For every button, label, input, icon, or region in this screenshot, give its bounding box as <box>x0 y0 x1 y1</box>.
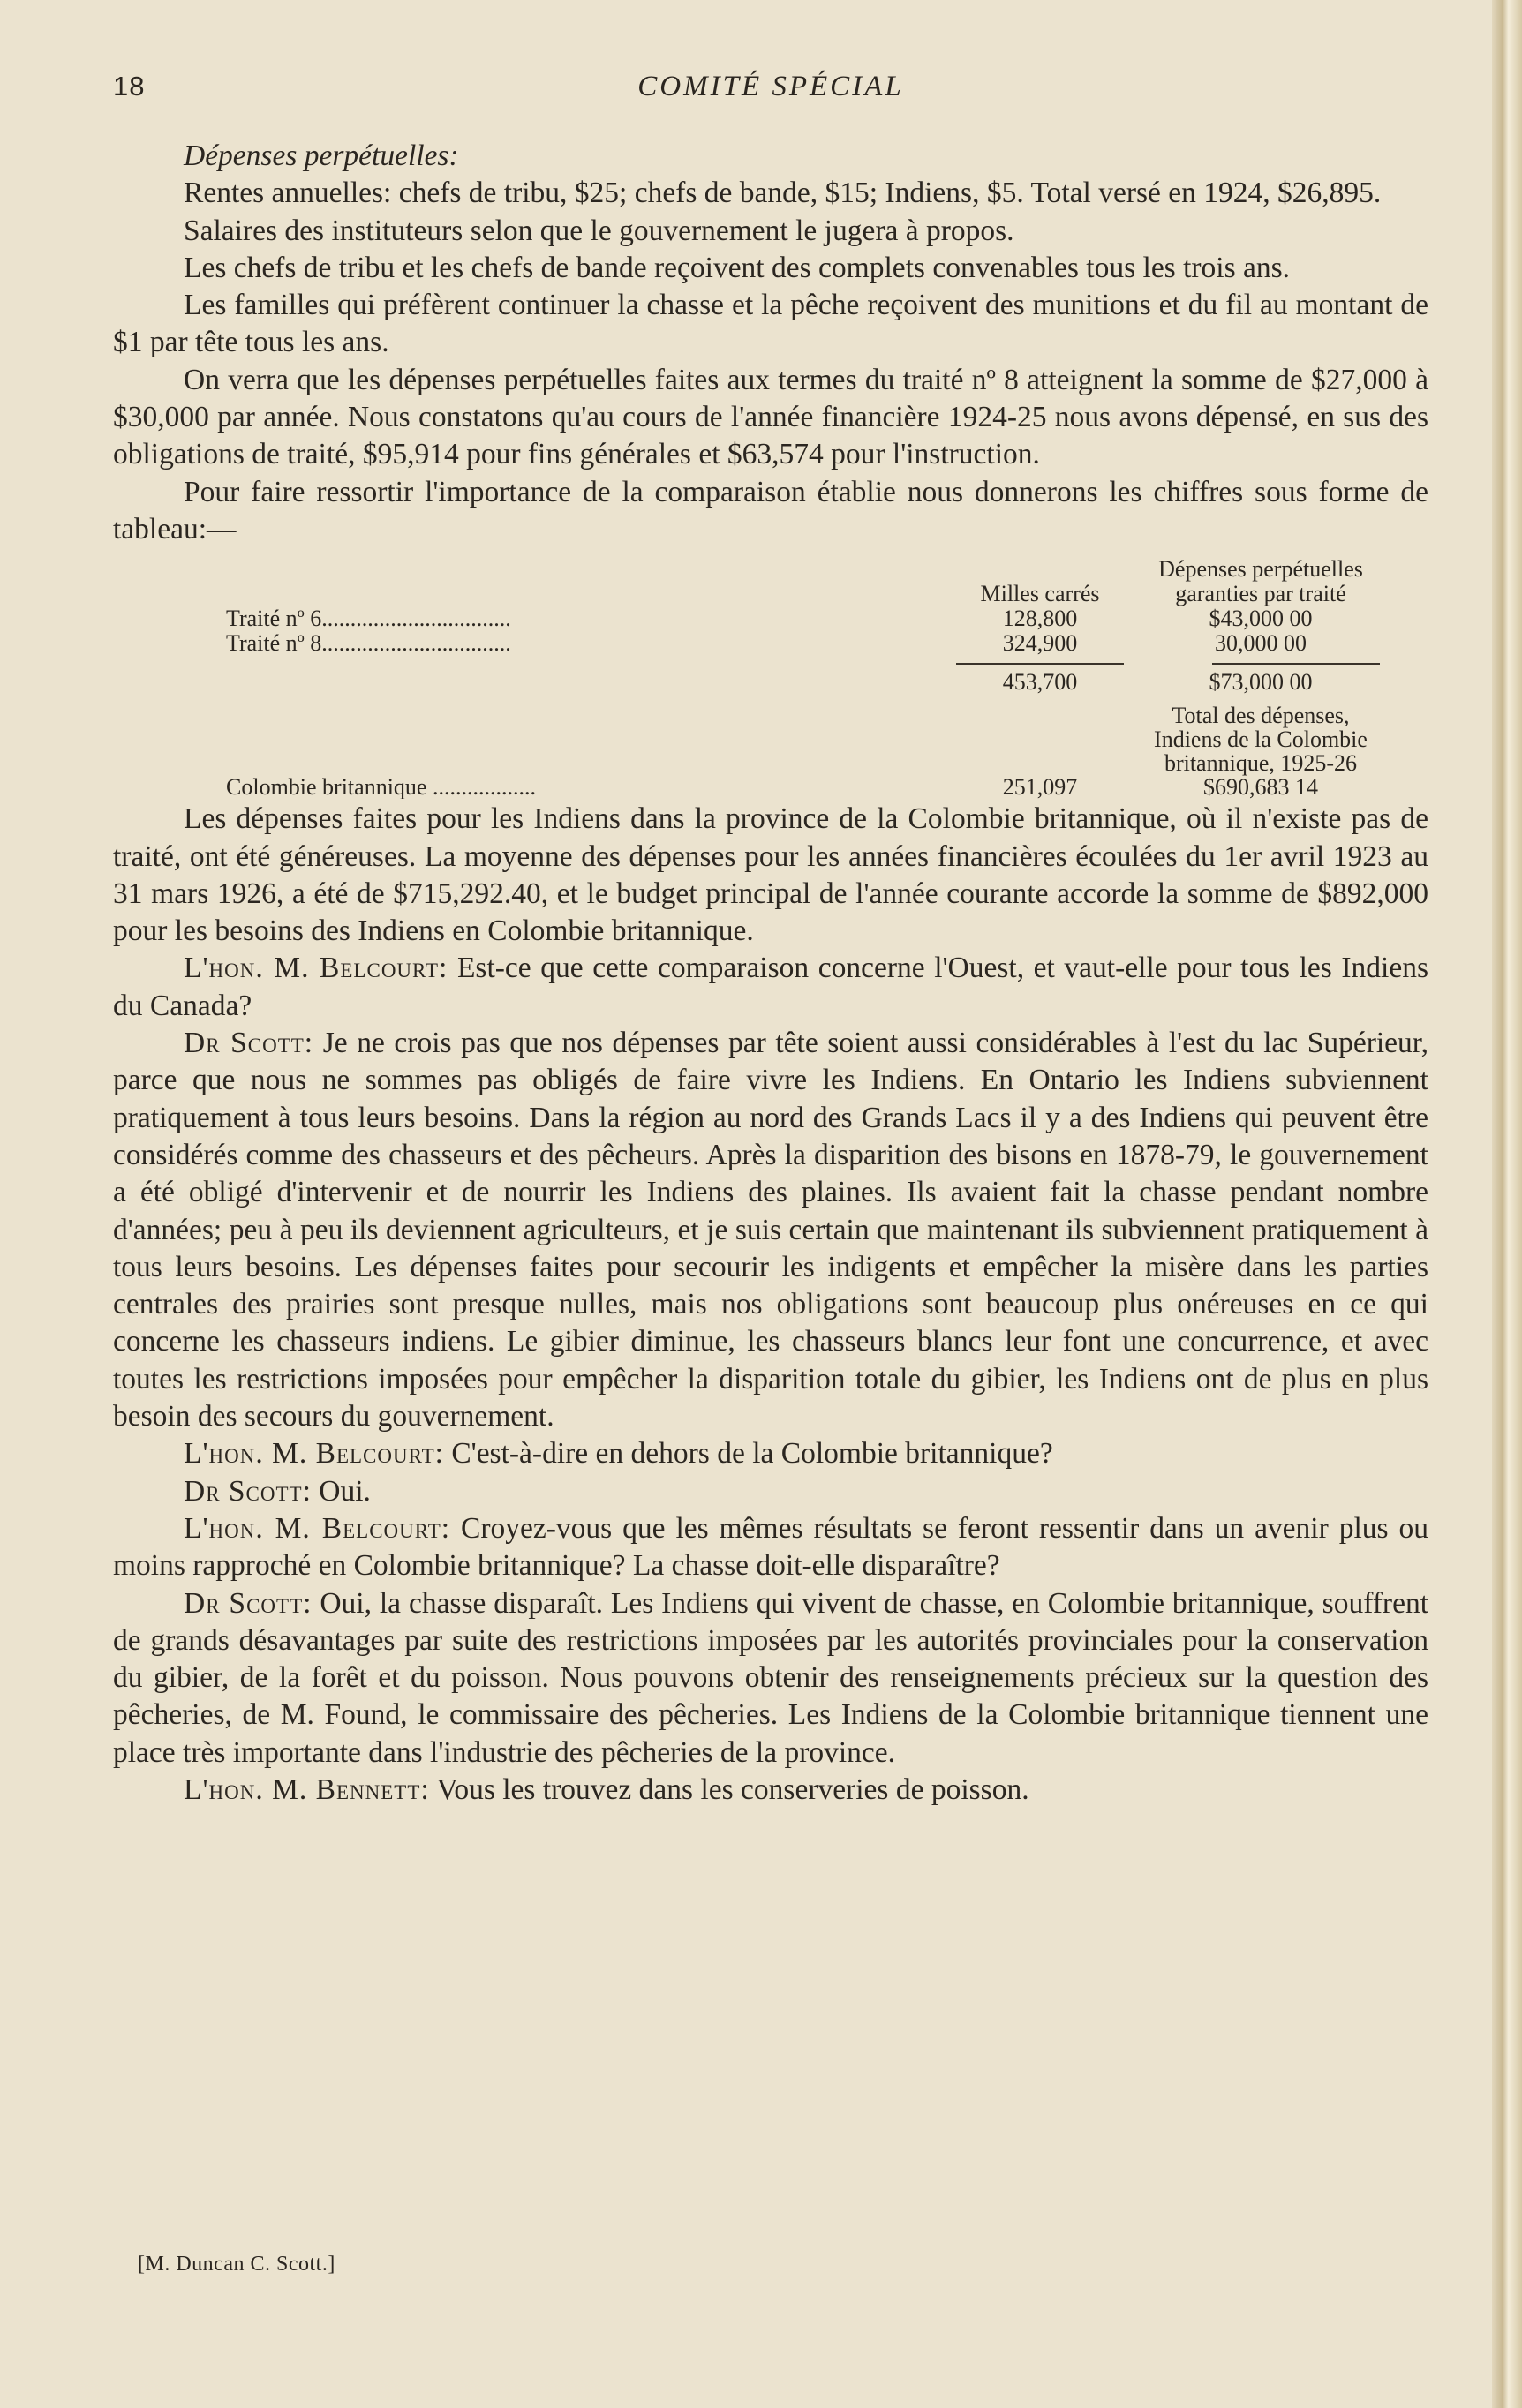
dialogue-scott-1: Dr Scott: Je ne crois pas que nos dépenses par tête soient aussi considérables à l'est du lac Supérieur, parce que nous ne sommes pas obligés de faire vivre les Indiens. En Ontario les Indiens subviennent pratiquement à tous leurs besoins. Dans la région au nord des Grands Lacs il y a des Indiens qui peuvent être considérés comme des chasseurs et des pêcheurs. Après la disparition des bisons en 1878-79, le gouvernement a été obligé d'intervenir et de nourrir les Indiens des plaines. Ils avaient fait la chasse pendant nombre d'années; peu à peu ils deviennent agriculteurs, et je suis certain que maintenant ils subviennent pratiquement à tous leurs besoins. Les dépenses faites pour secourir les indigents et empêcher la misère dans les parties centrales des prairies sont presque nulles, mais nos obligations sont beaucoup plus onéreuses en ce qui concerne les chasseurs indiens. Le gibier diminue, les chasseurs blancs leur font une concurrence, et avec toutes les restrictions imposées pour empêcher la disparition totale du gibier, les Indiens ont de plus en plus besoin des secours du gouvernement. <box>113 1027 1428 1434</box>
bc-header-line1: Total des dépenses, <box>1172 703 1350 729</box>
total-miles: 453,700 <box>1002 669 1078 696</box>
footer-speaker-note: [M. Duncan C. Scott.] <box>138 2253 335 2276</box>
row-bc-amount: $690,683 14 <box>1203 774 1318 801</box>
bc-header-line3: britannique, 1925-26 <box>1164 750 1358 777</box>
rule-amount <box>1212 663 1380 665</box>
dialogue-scott-3: Dr Scott: Oui, la chasse disparaît. Les Indiens qui vivent de chasse, en Colombie britannique, souffrent de grands désavantages par suite des restrictions imposées par les autorités provinciales pour la conservation du gibier, de la forêt et du poisson. Nous pouvons obtenir des renseignements précieux sur la question des pêcheries, de M. Found, le commissaire des pêcheries. Les Indiens de la Colombie britannique tiennent une place très importante dans l'industrie des pêcheries de la province. <box>113 1586 1429 1769</box>
speaker-scott: Dr Scott: <box>184 1586 313 1620</box>
col2-header-line2: garanties par traité <box>1175 581 1346 607</box>
paragraph-depenses-cb: Les dépenses faites pour les Indiens dans la province de la Colombie britannique, où il n'existe pas de traité, ont été généreuses. La moyenne des dépenses pour les années financières écoulées du 1er avril 1923 au 31 mars 1926, a été de $715,292.40, et le budget principal de l'année courante accorde la somme de $892,000 pour les besoins des Indiens en Colombie britannique. <box>113 802 1428 948</box>
speaker-belcourt: L'hon. M. Belcourt: <box>184 1437 444 1471</box>
row-traite-8-miles: 324,900 <box>1002 630 1078 657</box>
speaker-belcourt: L'hon. M. Belcourt: <box>184 1511 451 1545</box>
page-number: 18 <box>113 71 146 102</box>
row-bc-miles: 251,097 <box>1002 774 1078 801</box>
speaker-bennett: L'hon. M. Bennett: <box>184 1772 430 1806</box>
row-traite-8-label: Traité nº 8................................. <box>226 631 511 656</box>
paragraph-tableau-intro: Pour faire ressortir l'importance de la comparaison établie nous donnerons les chiffres sous forme de tableau:— <box>113 475 1428 546</box>
dialogue-scott-2: Dr Scott: Oui. <box>184 1474 371 1508</box>
page-edge-shadow <box>1492 0 1522 2408</box>
paragraph-rentes: Rentes annuelles: chefs de tribu, $25; chefs de bande, $15; Indiens, $5. Total versé en 1924, $26,895. <box>184 177 1382 210</box>
paragraph-salaires: Salaires des instituteurs selon que le gouvernement le jugera à propos. <box>184 214 1014 247</box>
bc-header-line2: Indiens de la Colombie <box>1154 726 1368 753</box>
dialogue-belcourt-3: L'hon. M. Belcourt: Croyez-vous que les mêmes résultats se feront ressentir dans un avenir plus ou moins rapproché en Colombie britannique? La chasse doit-elle disparaître? <box>113 1511 1429 1583</box>
row-traite-6-miles: 128,800 <box>1002 606 1078 632</box>
running-title: COMITÉ SPÉCIAL <box>637 71 904 102</box>
row-traite-8-amount: 30,000 00 <box>1215 630 1307 657</box>
total-amount: $73,000 00 <box>1209 669 1313 696</box>
section-heading: Dépenses perpétuelles: <box>184 139 459 172</box>
dialogue-belcourt-1: L'hon. M. Belcourt: Est-ce que cette comparaison concerne l'Ouest, et vaut-elle pour tous les Indiens du Canada? <box>113 952 1429 1022</box>
page-body <box>113 138 1428 1809</box>
paragraph-munitions: Les familles qui préfèrent continuer la chasse et la pêche reçoivent des munitions et du fil au montant de $1 par tête tous les ans. <box>113 289 1428 359</box>
comparison-table <box>113 557 1428 801</box>
paragraph-complets: Les chefs de tribu et les chefs de bande reçoivent des complets convenables tous les trois ans. <box>184 251 1291 284</box>
row-traite-6-label: Traité nº 6................................. <box>226 606 511 631</box>
col2-header-line1: Dépenses perpétuelles <box>1158 556 1363 583</box>
page-header <box>113 71 1428 115</box>
dialogue-bennett-1: L'hon. M. Bennett: Vous les trouvez dans les conserveries de poisson. <box>184 1772 1029 1806</box>
speaker-scott: Dr Scott: <box>184 1474 312 1508</box>
row-traite-6-amount: $43,000 00 <box>1209 606 1313 632</box>
speaker-belcourt: L'hon. M. Belcourt: <box>184 952 448 985</box>
paragraph-traite-8: On verra que les dépenses perpétuelles faites aux termes du traité nº 8 atteignent la somme de $27,000 à $30,000 par année. Nous constatons qu'au cours de l'année financière 1924-25 nous avons dépensé, en sus des obligations de traité, $95,914 pour fins générales et $63,574 pour l'instruction. <box>113 363 1428 471</box>
row-bc-label: Colombie britannique .................. <box>226 775 536 800</box>
speaker-scott: Dr Scott: <box>184 1027 314 1060</box>
col1-header: Milles carrés <box>980 581 1100 607</box>
dialogue-belcourt-2: L'hon. M. Belcourt: C'est-à-dire en dehors de la Colombie britannique? <box>184 1437 1053 1471</box>
rule-miles <box>956 663 1124 665</box>
